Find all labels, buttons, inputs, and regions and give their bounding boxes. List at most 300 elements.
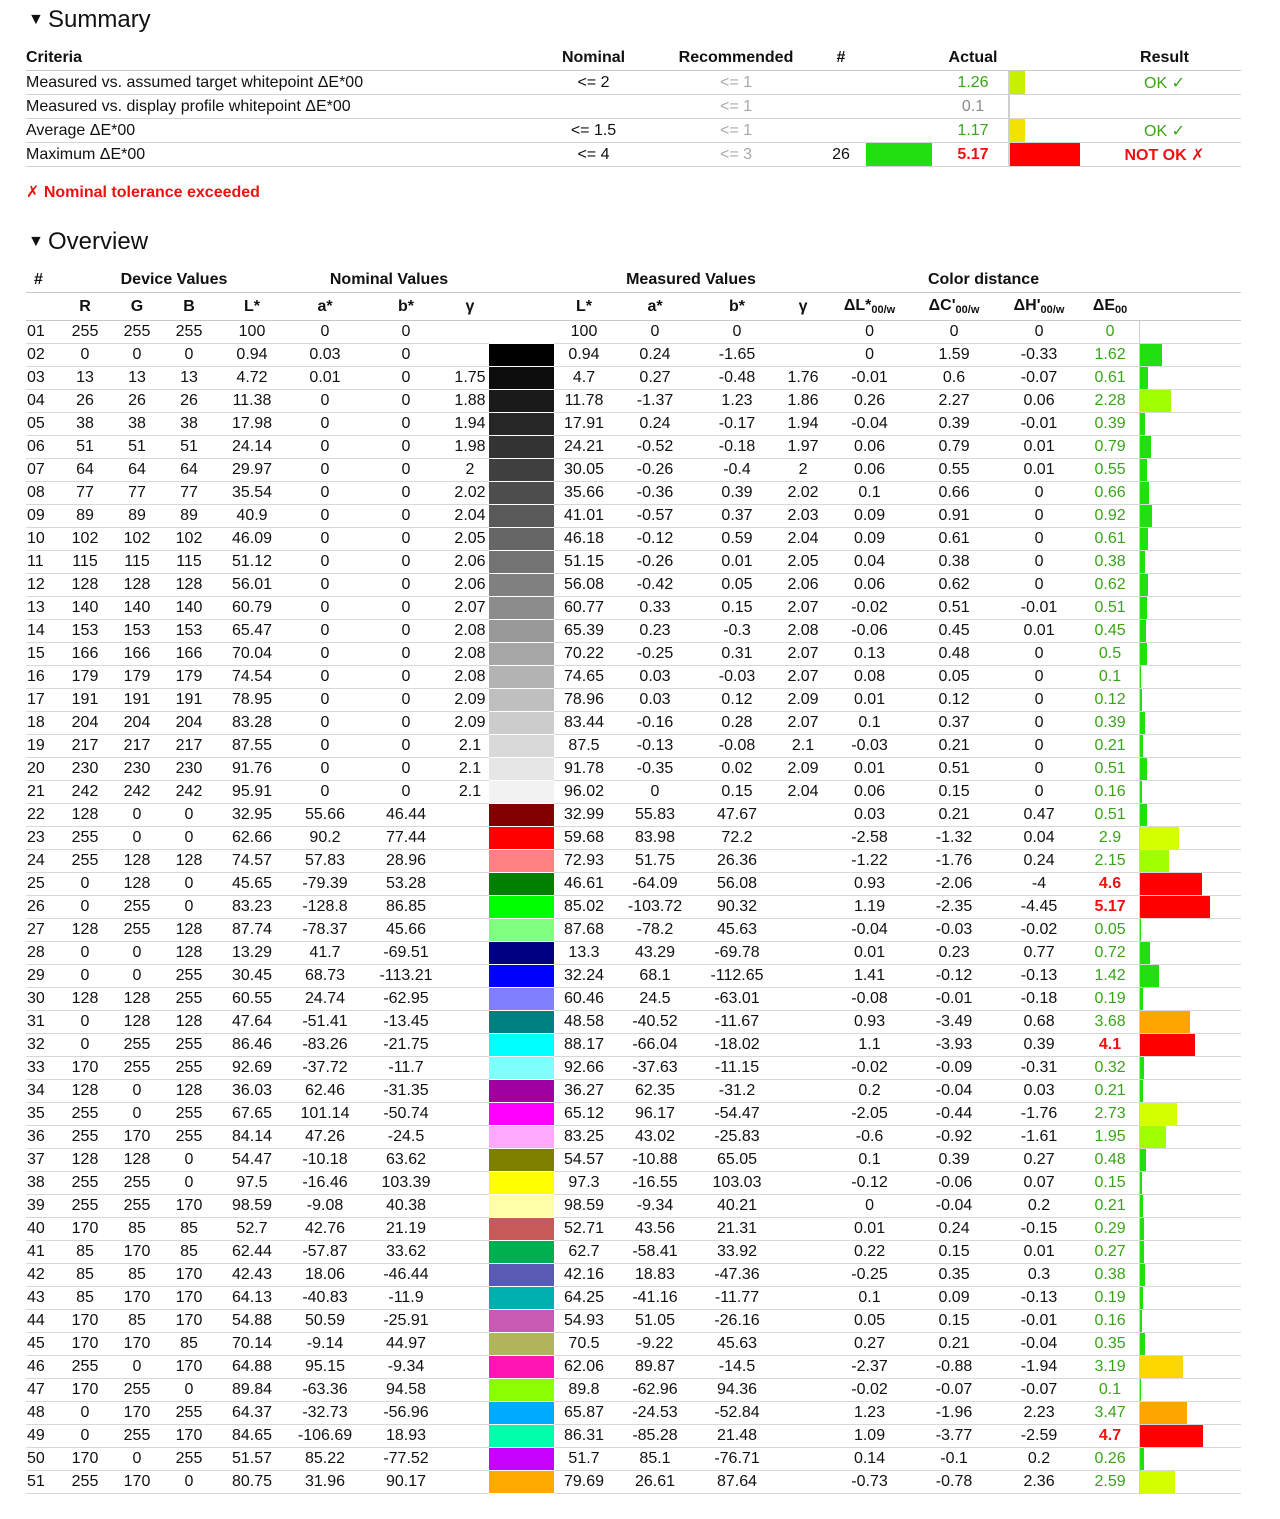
delta-e-bar-cell <box>1139 551 1241 574</box>
delta-l: -0.04 <box>828 919 911 942</box>
measured-gamma <box>778 827 828 850</box>
delta-l: 0.93 <box>828 873 911 896</box>
row-number: 43 <box>26 1287 59 1310</box>
measured-gamma: 2.07 <box>778 712 828 735</box>
color-swatch <box>489 459 554 482</box>
nominal-b: 0 <box>361 505 451 528</box>
result-cell: OK ✓ <box>1088 71 1241 95</box>
delta-e-bar <box>1139 781 1142 803</box>
delta-e-bar-cell <box>1139 1241 1241 1264</box>
device-r: 170 <box>59 1448 111 1471</box>
measured-b: -11.15 <box>696 1057 778 1080</box>
delta-l: 0.13 <box>828 643 911 666</box>
nominal-a: 42.76 <box>289 1218 361 1241</box>
delta-c: 0.39 <box>911 1149 997 1172</box>
device-g: 0 <box>111 1103 163 1126</box>
measured-b: 0.01 <box>696 551 778 574</box>
overview-row <box>26 321 1241 344</box>
measured-a: 0.27 <box>614 367 696 390</box>
nominal-a: 41.7 <box>289 942 361 965</box>
delta-h: -0.07 <box>997 1379 1081 1402</box>
delta-e-bar <box>1139 1034 1195 1056</box>
nominal-a: 62.46 <box>289 1080 361 1103</box>
nominal-gamma: 1.75 <box>451 367 489 390</box>
measured-b: -0.08 <box>696 735 778 758</box>
measured-l: 87.5 <box>554 735 614 758</box>
device-r: 242 <box>59 781 111 804</box>
delta-h: -1.76 <box>997 1103 1081 1126</box>
nominal-a: 0 <box>289 620 361 643</box>
measured-l: 46.18 <box>554 528 614 551</box>
nominal-b: 0 <box>361 459 451 482</box>
delta-h: 0.47 <box>997 804 1081 827</box>
device-b: 255 <box>163 1448 215 1471</box>
delta-c: 0.55 <box>911 459 997 482</box>
delta-e-bar <box>1139 1011 1190 1033</box>
measured-gamma: 2.08 <box>778 620 828 643</box>
nominal-l: 87.55 <box>215 735 289 758</box>
nominal-b: 45.66 <box>361 919 451 942</box>
row-number: 35 <box>26 1103 59 1126</box>
collapse-triangle-icon[interactable]: ▼ <box>28 233 44 250</box>
device-g: 0 <box>111 1080 163 1103</box>
measured-b: -31.2 <box>696 1080 778 1103</box>
nominal-l: 62.66 <box>215 827 289 850</box>
measured-b: -18.02 <box>696 1034 778 1057</box>
delta-l: 0.01 <box>828 942 911 965</box>
nominal-b: 0 <box>361 689 451 712</box>
device-r: 255 <box>59 850 111 873</box>
delta-c: 0.15 <box>911 1241 997 1264</box>
overview-row <box>26 597 1241 620</box>
device-b: 217 <box>163 735 215 758</box>
overview-row <box>26 620 1241 643</box>
measured-gamma <box>778 321 828 344</box>
overview-row <box>26 666 1241 689</box>
measured-gamma <box>778 1241 828 1264</box>
row-number: 23 <box>26 827 59 850</box>
delta-e-bar-cell <box>1139 1149 1241 1172</box>
device-b: 0 <box>163 1172 215 1195</box>
measured-b: 94.36 <box>696 1379 778 1402</box>
overview-body <box>26 321 1241 1494</box>
device-r: 128 <box>59 574 111 597</box>
nominal-l: 36.03 <box>215 1080 289 1103</box>
nominal-l: 46.09 <box>215 528 289 551</box>
nominal-b: 0 <box>361 528 451 551</box>
device-b: 0 <box>163 344 215 367</box>
nominal-cell: <= 2 <box>531 71 656 95</box>
measured-b: 72.2 <box>696 827 778 850</box>
delta-e: 0.39 <box>1081 413 1139 436</box>
delta-h: 0.2 <box>997 1195 1081 1218</box>
delta-h: 0.06 <box>997 390 1081 413</box>
nominal-gamma: 2.06 <box>451 574 489 597</box>
nominal-gamma: 2.1 <box>451 758 489 781</box>
delta-e: 0.61 <box>1081 528 1139 551</box>
delta-e-bar <box>1139 1310 1142 1332</box>
nominal-gamma <box>451 1241 489 1264</box>
device-g: 191 <box>111 689 163 712</box>
delta-e: 0.38 <box>1081 1264 1139 1287</box>
delta-l: 0.26 <box>828 390 911 413</box>
measured-l: 54.93 <box>554 1310 614 1333</box>
device-b: 255 <box>163 1034 215 1057</box>
measured-a: -0.57 <box>614 505 696 528</box>
measured-gamma <box>778 1402 828 1425</box>
device-b: 170 <box>163 1195 215 1218</box>
delta-h: -0.01 <box>997 1310 1081 1333</box>
overview-row <box>26 459 1241 482</box>
delta-e: 2.73 <box>1081 1103 1139 1126</box>
device-r: 0 <box>59 1011 111 1034</box>
delta-c: -0.04 <box>911 1195 997 1218</box>
measured-gamma <box>778 1057 828 1080</box>
nominal-l: 74.57 <box>215 850 289 873</box>
delta-h: 0.04 <box>997 827 1081 850</box>
collapse-triangle-icon[interactable]: ▼ <box>28 11 44 28</box>
device-b: 0 <box>163 827 215 850</box>
device-b: 166 <box>163 643 215 666</box>
summary-row <box>26 71 1241 95</box>
count-bar-cell <box>866 95 938 119</box>
delta-e: 4.1 <box>1081 1034 1139 1057</box>
delta-e-bar <box>1139 321 1140 343</box>
measured-l: 97.3 <box>554 1172 614 1195</box>
device-g: 140 <box>111 597 163 620</box>
nominal-l: 29.97 <box>215 459 289 482</box>
nominal-l: 70.04 <box>215 643 289 666</box>
nominal-gamma <box>451 1149 489 1172</box>
delta-e-bar <box>1139 896 1210 918</box>
overview-heading[interactable] <box>28 228 148 256</box>
nominal-a: -37.72 <box>289 1057 361 1080</box>
nominal-l: 92.69 <box>215 1057 289 1080</box>
nominal-b: 0 <box>361 574 451 597</box>
summary-row <box>26 143 1241 167</box>
delta-e: 0.39 <box>1081 712 1139 735</box>
measured-l: 91.78 <box>554 758 614 781</box>
delta-e-bar <box>1139 1333 1145 1355</box>
measured-b: 0.28 <box>696 712 778 735</box>
measured-gamma <box>778 942 828 965</box>
measured-gamma <box>778 1195 828 1218</box>
measured-b: 0.15 <box>696 781 778 804</box>
overview-column-header-row <box>26 293 1241 321</box>
measured-gamma <box>778 1011 828 1034</box>
delta-e: 0.66 <box>1081 482 1139 505</box>
device-r: 85 <box>59 1287 111 1310</box>
nominal-a: 85.22 <box>289 1448 361 1471</box>
color-swatch <box>489 1034 554 1057</box>
nominal-gamma <box>451 1057 489 1080</box>
delta-l: 1.09 <box>828 1425 911 1448</box>
delta-h: -4 <box>997 873 1081 896</box>
device-g: 153 <box>111 620 163 643</box>
device-g: 0 <box>111 1356 163 1379</box>
nominal-b: 103.39 <box>361 1172 451 1195</box>
nominal-gamma: 1.94 <box>451 413 489 436</box>
row-number: 16 <box>26 666 59 689</box>
device-g: 77 <box>111 482 163 505</box>
nominal-gamma: 2.04 <box>451 505 489 528</box>
row-number: 40 <box>26 1218 59 1241</box>
color-swatch <box>489 781 554 804</box>
nominal-l: 64.88 <box>215 1356 289 1379</box>
delta-e-bar-cell <box>1139 1034 1241 1057</box>
measured-gamma <box>778 1218 828 1241</box>
measured-b: -0.18 <box>696 436 778 459</box>
nominal-b: 0 <box>361 643 451 666</box>
nominal-a: -51.41 <box>289 1011 361 1034</box>
nominal-l: 86.46 <box>215 1034 289 1057</box>
nominal-gamma <box>451 1126 489 1149</box>
delta-c: -1.96 <box>911 1402 997 1425</box>
device-b: 0 <box>163 1471 215 1494</box>
nominal-b: 28.96 <box>361 850 451 873</box>
measured-gamma <box>778 850 828 873</box>
actual-bar-header <box>1008 46 1088 71</box>
delta-h: 0 <box>997 482 1081 505</box>
measured-gamma: 1.94 <box>778 413 828 436</box>
delta-c-header <box>911 293 997 321</box>
measured-b: 0.12 <box>696 689 778 712</box>
row-number: 11 <box>26 551 59 574</box>
device-b: 0 <box>163 804 215 827</box>
nominal-cell: <= 1.5 <box>531 119 656 143</box>
measured-l: 89.8 <box>554 1379 614 1402</box>
nominal-l: 89.84 <box>215 1379 289 1402</box>
measured-a-header: a* <box>614 293 696 321</box>
delta-c: 0.51 <box>911 758 997 781</box>
measured-l: 100 <box>554 321 614 344</box>
color-swatch <box>489 1448 554 1471</box>
row-number: 33 <box>26 1057 59 1080</box>
delta-c: -2.06 <box>911 873 997 896</box>
delta-e-bar-cell <box>1139 1218 1241 1241</box>
measured-b: -63.01 <box>696 988 778 1011</box>
overview-group-header-row <box>26 268 1241 293</box>
device-r: 255 <box>59 1126 111 1149</box>
device-b: 170 <box>163 1264 215 1287</box>
delta-c-header-sub: 00/w <box>955 304 980 316</box>
color-swatch <box>489 1287 554 1310</box>
device-b: 255 <box>163 1402 215 1425</box>
delta-c: -0.04 <box>911 1080 997 1103</box>
nominal-l: 91.76 <box>215 758 289 781</box>
color-swatch <box>489 896 554 919</box>
nominal-l: 24.14 <box>215 436 289 459</box>
measured-l: 32.99 <box>554 804 614 827</box>
delta-c: 0.24 <box>911 1218 997 1241</box>
color-swatch <box>489 413 554 436</box>
device-r: 170 <box>59 1379 111 1402</box>
recommended-cell: <= 1 <box>656 95 816 119</box>
delta-e-bar <box>1139 1126 1166 1148</box>
device-g: 255 <box>111 1057 163 1080</box>
nominal-a: 0 <box>289 597 361 620</box>
bar-header <box>1139 268 1241 293</box>
delta-e-bar <box>1139 1402 1187 1424</box>
device-b: 128 <box>163 942 215 965</box>
overview-row <box>26 850 1241 873</box>
delta-l: 0.93 <box>828 1011 911 1034</box>
delta-h: 0.03 <box>997 1080 1081 1103</box>
nominal-a: -9.08 <box>289 1195 361 1218</box>
delta-c: 0.51 <box>911 597 997 620</box>
row-number: 01 <box>26 321 59 344</box>
measured-b: -14.5 <box>696 1356 778 1379</box>
row-number: 08 <box>26 482 59 505</box>
delta-c: -0.09 <box>911 1057 997 1080</box>
color-swatch <box>489 1057 554 1080</box>
nominal-l: 65.47 <box>215 620 289 643</box>
device-r: 0 <box>59 896 111 919</box>
delta-e: 2.9 <box>1081 827 1139 850</box>
measured-gamma <box>778 1172 828 1195</box>
row-number: 39 <box>26 1195 59 1218</box>
overview-row <box>26 919 1241 942</box>
delta-c: -3.93 <box>911 1034 997 1057</box>
measured-gamma: 2 <box>778 459 828 482</box>
device-b: 255 <box>163 965 215 988</box>
delta-c: 1.59 <box>911 344 997 367</box>
nominal-a: 57.83 <box>289 850 361 873</box>
measured-b: 0.02 <box>696 758 778 781</box>
overview-row <box>26 1287 1241 1310</box>
measured-b: -76.71 <box>696 1448 778 1471</box>
overview-row <box>26 988 1241 1011</box>
nominal-a: 68.73 <box>289 965 361 988</box>
measured-a: -64.09 <box>614 873 696 896</box>
nominal-a: -9.14 <box>289 1333 361 1356</box>
device-b: 153 <box>163 620 215 643</box>
device-b: 128 <box>163 1080 215 1103</box>
nominal-l: 60.55 <box>215 988 289 1011</box>
delta-h: -0.13 <box>997 1287 1081 1310</box>
delta-h: 0 <box>997 712 1081 735</box>
nominal-gamma: 2.07 <box>451 597 489 620</box>
row-number: 14 <box>26 620 59 643</box>
delta-e-header-text: ΔE <box>1092 297 1115 314</box>
nominal-gamma <box>451 1103 489 1126</box>
device-g: 89 <box>111 505 163 528</box>
color-swatch <box>489 689 554 712</box>
nominal-a: 0 <box>289 689 361 712</box>
device-r: 26 <box>59 390 111 413</box>
delta-h: -0.15 <box>997 1218 1081 1241</box>
measured-a: 62.35 <box>614 1080 696 1103</box>
delta-e: 0.19 <box>1081 988 1139 1011</box>
device-b: 170 <box>163 1356 215 1379</box>
delta-e-bar-cell <box>1139 781 1241 804</box>
measured-a: 51.05 <box>614 1310 696 1333</box>
delta-e: 0.15 <box>1081 1172 1139 1195</box>
delta-e-bar-cell <box>1139 505 1241 528</box>
delta-e-bar <box>1139 1448 1144 1470</box>
nominal-a: -40.83 <box>289 1287 361 1310</box>
color-swatch <box>489 1011 554 1034</box>
nominal-l: 84.14 <box>215 1126 289 1149</box>
delta-e: 0.79 <box>1081 436 1139 459</box>
row-number: 36 <box>26 1126 59 1149</box>
device-b: 128 <box>163 919 215 942</box>
delta-e-bar-cell <box>1139 1310 1241 1333</box>
delta-c: 0.09 <box>911 1287 997 1310</box>
nominal-b: 18.93 <box>361 1425 451 1448</box>
measured-a: -0.26 <box>614 459 696 482</box>
nominal-a: 0.03 <box>289 344 361 367</box>
overview-row <box>26 1402 1241 1425</box>
row-number: 25 <box>26 873 59 896</box>
overview-row <box>26 827 1241 850</box>
nominal-b: 0 <box>361 597 451 620</box>
device-g: 128 <box>111 1011 163 1034</box>
measured-gamma <box>778 1379 828 1402</box>
measured-a: 18.83 <box>614 1264 696 1287</box>
count-cell <box>816 71 866 95</box>
delta-e-bar <box>1139 827 1179 849</box>
delta-e: 0.48 <box>1081 1149 1139 1172</box>
nominal-l: 64.37 <box>215 1402 289 1425</box>
device-g: 26 <box>111 390 163 413</box>
measured-a: 0.33 <box>614 597 696 620</box>
delta-c: 0.45 <box>911 620 997 643</box>
delta-l: -0.02 <box>828 597 911 620</box>
nominal-gamma: 2.02 <box>451 482 489 505</box>
recommended-cell: <= 1 <box>656 119 816 143</box>
delta-e: 0.16 <box>1081 781 1139 804</box>
delta-e-bar-cell <box>1139 413 1241 436</box>
measured-a: 83.98 <box>614 827 696 850</box>
delta-h: 0.68 <box>997 1011 1081 1034</box>
row-number: 45 <box>26 1333 59 1356</box>
device-g: 166 <box>111 643 163 666</box>
measured-l: 11.78 <box>554 390 614 413</box>
delta-e-bar <box>1139 597 1147 619</box>
delta-l: 0.22 <box>828 1241 911 1264</box>
delta-l: -2.05 <box>828 1103 911 1126</box>
nominal-l: 32.95 <box>215 804 289 827</box>
device-g: 217 <box>111 735 163 758</box>
device-r: 85 <box>59 1241 111 1264</box>
color-swatch <box>489 1264 554 1287</box>
measured-l: 74.65 <box>554 666 614 689</box>
measured-b: -112.65 <box>696 965 778 988</box>
delta-e-bar-cell <box>1139 1379 1241 1402</box>
device-g: 0 <box>111 344 163 367</box>
device-g: 51 <box>111 436 163 459</box>
delta-l: 1.41 <box>828 965 911 988</box>
delta-e-bar <box>1139 1471 1175 1493</box>
delta-l: 0.09 <box>828 505 911 528</box>
summary-heading[interactable] <box>28 6 151 34</box>
nominal-a: 0 <box>289 459 361 482</box>
device-r: 13 <box>59 367 111 390</box>
delta-e-bar-cell <box>1139 643 1241 666</box>
device-b: 255 <box>163 1057 215 1080</box>
row-number: 04 <box>26 390 59 413</box>
nominal-gamma <box>451 827 489 850</box>
nominal-gamma <box>451 942 489 965</box>
nominal-l: 13.29 <box>215 942 289 965</box>
measured-b: 0.37 <box>696 505 778 528</box>
color-swatch <box>489 344 554 367</box>
overview-row <box>26 1333 1241 1356</box>
g-header: G <box>111 293 163 321</box>
delta-e-bar-cell <box>1139 390 1241 413</box>
delta-e-bar-cell <box>1139 597 1241 620</box>
